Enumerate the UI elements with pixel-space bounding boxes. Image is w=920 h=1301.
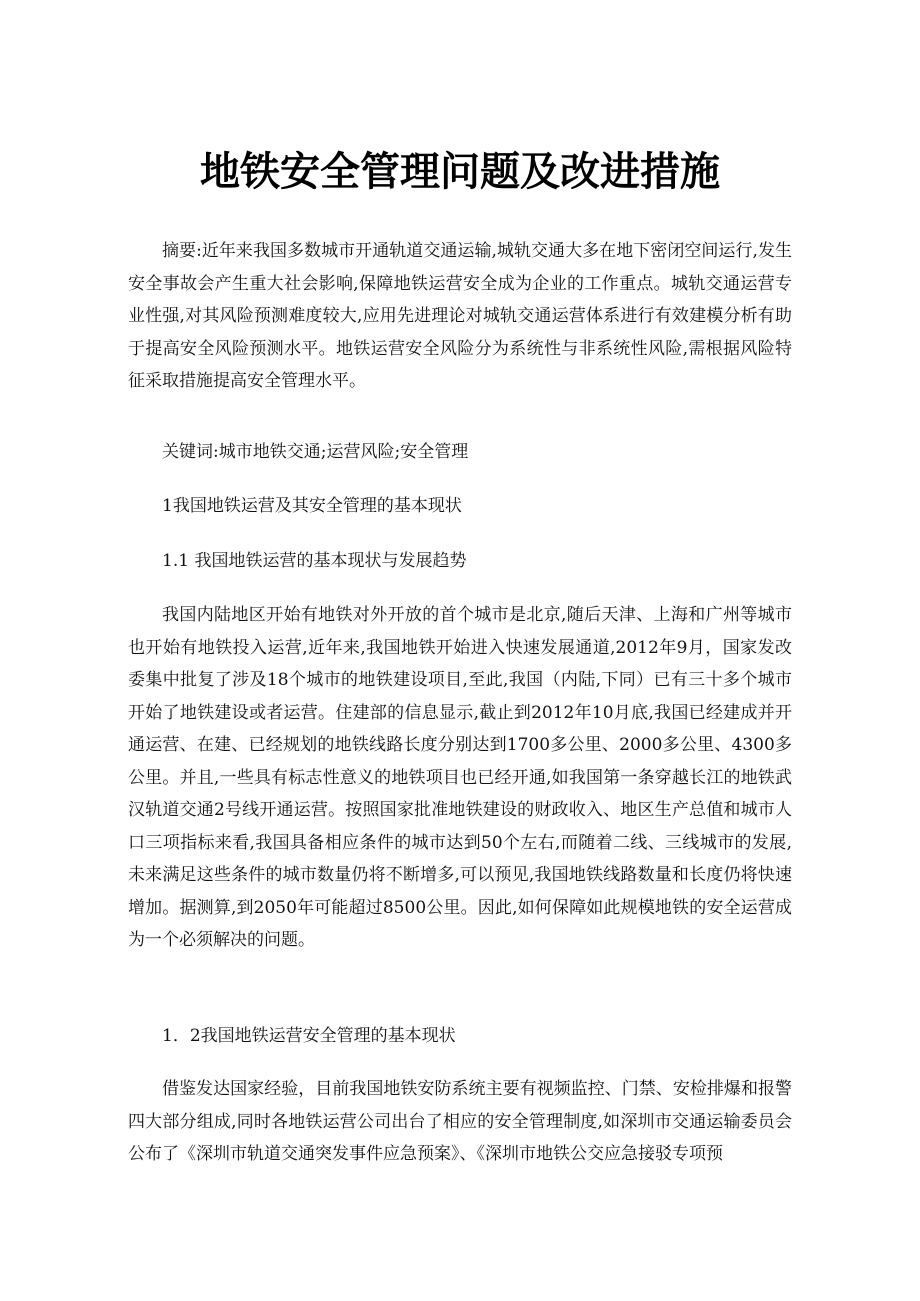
section-1-2-body: 借鉴发达国家经验，目前我国地铁安防系统主要有视频监控、门禁、安检排爆和报警四大部分组成,同时各地铁运营公司出台了相应的安全管理制度,如深圳市交通运输委员会公布了《深圳市轨道交通突发事件应急预案》、《深圳市地铁公交应急接驳专项预 <box>128 1079 792 1164</box>
keywords-label: 关键词: <box>162 442 219 462</box>
section-1-1-heading: 1.1 我国地铁运营的基本现状与发展趋势 <box>162 551 467 571</box>
section-1-heading: 1我国地铁运营及其安全管理的基本现状 <box>162 496 462 516</box>
document-title: 地铁安全管理问题及改进措施 <box>200 149 720 195</box>
abstract-paragraph: 摘要:近年来我国多数城市开通轨道交通运输,城轨交通大多在地下密闭空间运行,发生安全事故会产生重大社会影响,保障地铁运营安全成为企业的工作重点。城轨交通运营专业性强,对其风险预测难度较大,应用先进理论对城轨交通运营体系进行有效建模分析有助于提高安全风险预测水平。地铁运营安全风险分为系统性与非系统性风险,需根据风险特征采取措施提高安全管理水平。 <box>128 241 792 391</box>
keywords-list: 城市地铁交通;运营风险;安全管理 <box>218 442 469 462</box>
section-1-2-heading: 1．2我国地铁运营安全管理的基本现状 <box>162 1026 456 1046</box>
keywords-line <box>162 436 802 468</box>
section-1-1-body: 我国内陆地区开始有地铁对外开放的首个城市是北京,随后天津、上海和广州等城市也开始有地铁投入运营,近年来,我国地铁开始进入快速发展通道,2012年9月，国家发改委集中批复了涉及18个城市的地铁建设项目,至此,我国（内陆,下同）已有三十多个城市开始了地铁建设或者运营。住建部的信息显示,截止到2012年10月底,我国已经建成并开通运营、在建、已经规划的地铁线路长度分别达到1700多公里、2000多公里、4300多公里。并且,一些具有标志性意义的地铁项目也已经开通,如我国第一条穿越长江的地铁武汉轨道交通2号线开通运营。按照国家批准地铁建设的财政收入、地区生产总值和城市人口三项指标来看,我国具备相应条件的城市达到50个左右,而随着二线、三线城市的发展,未来满足这些条件的城市数量仍将不断增多,可以预见,我国地铁线路数量和长度仍将快速增加。据测算,到2050年可能超过8500公里。因此,如何保障如此规模地铁的安全运营成为一个必须解决的问题。 <box>128 605 792 950</box>
